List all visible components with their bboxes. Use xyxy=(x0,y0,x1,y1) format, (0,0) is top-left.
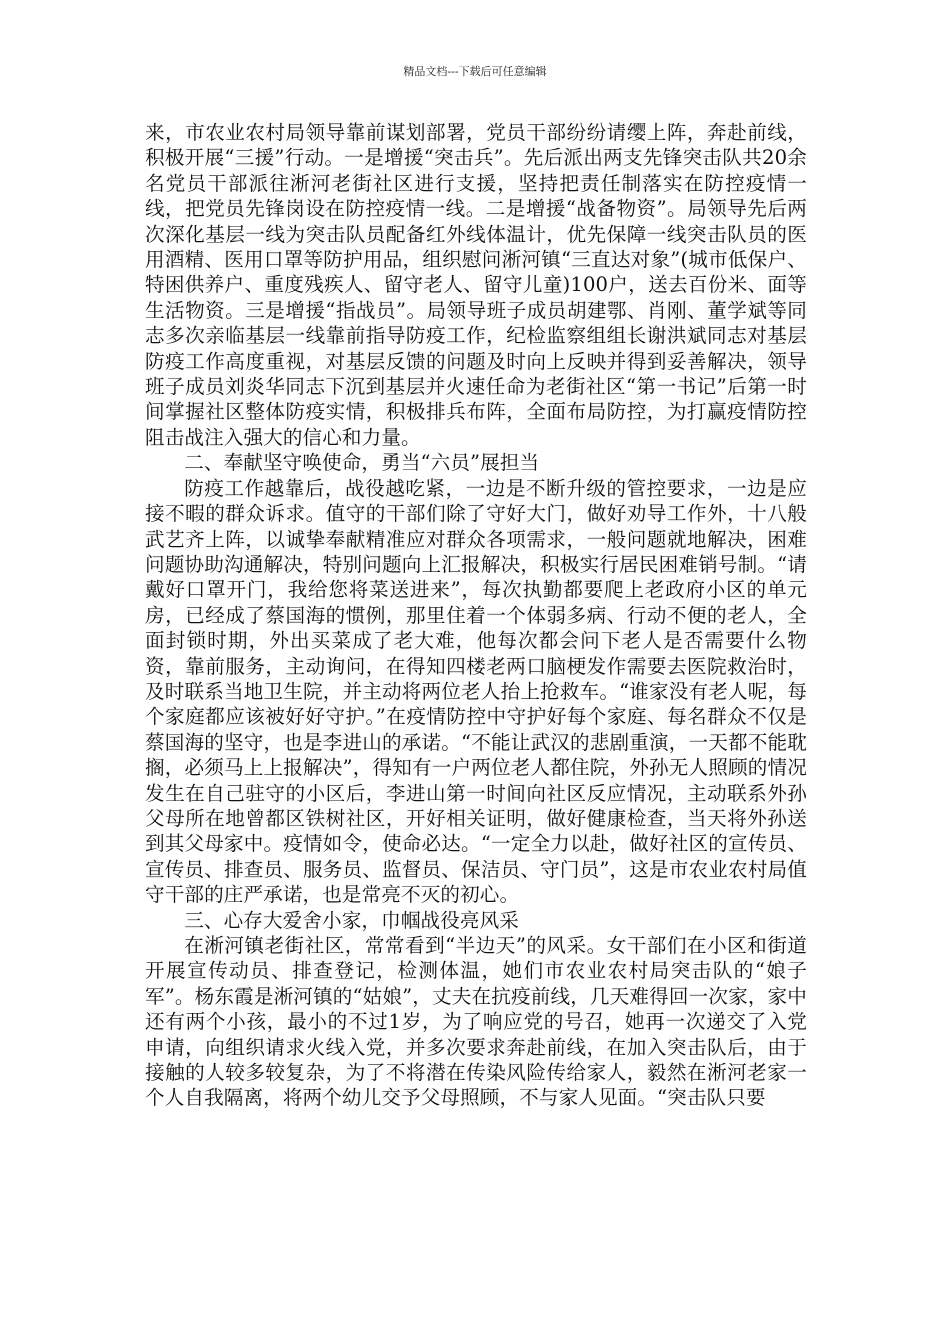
paragraph-section-2: 防疫工作越靠后，战役越吃紧，一边是不断升级的管控要求，一边是应接不暇的群众诉求。值守的干部们除了守好大门，做好劝导工作外，十八般武艺齐上阵，以诚挚奉献精准应对群众各项需求，一般问题就地解决，困难问题协助沟通解决，特别问题向上汇报解决，积极实行居民困难销号制。“请戴好口罩开门，我给您将菜送进来”，每次执勤都要爬上老政府小区的单元房，已经成了蔡国海的惯例，那里住着一个体弱多病、行动不便的老人，全面封锁时期，外出买菜成了老大难，他每次都会问下老人是否需要什么物资，靠前服务，主动询问，在得知四楼老两口脑梗发作需要去医院救治时，及时联系当地卫生院，并主动将两位老人抬上抢救车。“谁家没有老人呢，每个家庭都应该被好好守护。”在疫情防控中守护好每个家庭、每名群众不仅是蔡国海的坚守，也是李进山的承诺。“不能让武汉的悲剧重演，一天都不能耽搁，必须马上上报解决”，得知有一户两位老人都住院，外孙无人照顾的情况发生在自己驻守的小区后，李进山第一时间向社区反应情况，主动联系外孙父母所在地曾都区铁树社区，开好相关证明，做好健康检查，当天将外孙送到其父母家中。疫情如令，使命必达。“一定全力以赴，做好社区的宣传员、宣传员、排查员、服务员、监督员、保洁员、守门员”，这是市农业农村局值守干部的庄严承诺，也是常亮不灭的初心。 xyxy=(145,476,807,907)
section-heading-2: 二、奉献坚守唤使命，勇当“六员”展担当 xyxy=(184,451,540,475)
paragraph-intro: 来，市农业农村局领导靠前谋划部署，党员干部纷纷请缨上阵，奔赴前线，积极开展“三援”行动。一是增援“突击兵”。先后派出两支先锋突击队共20余名党员干部派往淅河老街社区进行支援，坚持把责任制落实在防控疫情一线，把党员先锋岗设在防控疫情一线。二是增援“战备物资”。局领导先后两次深化基层一线为突击队员配备红外线体温计，优先保障一线突击队员的医用酒精、医用口罩等防护用品，组织慰问淅河镇“三直达对象”(城市低保户、特困供养户、重度残疾人、留守老人、留守儿童)100户，送去百份米、面等生活物资。三是增援“指战员”。局领导班子成员胡建鄂、肖刚、董学斌等同志多次亲临基层一线靠前指导防疫工作，纪检监察组组长谢洪斌同志对基层防疫工作高度重视，对基层反馈的问题及时向上反映并得到妥善解决，领导班子成员刘炎华同志下沉到基层并火速任命为老街社区“第一书记”后第一时间掌握社区整体防疫实情，积极排兵布阵，全面布局防控，为打赢疫情防控阻击战注入强大的信心和力量。 xyxy=(145,121,807,449)
section-heading-3: 三、心存大爱舍小家，巾帼战役亮风采 xyxy=(184,908,519,932)
paragraph-section-3: 在淅河镇老街社区，常常看到“半边天”的风采。女干部们在小区和街道开展宣传动员、排查登记，检测体温，她们市农业农村局突击队的“娘子军”。杨东霞是淅河镇的“姑娘”，丈夫在抗疫前线，几天难得回一次家，家中还有两个小孩，最小的不过1岁，为了响应党的号召，她再一次递交了入党申请，向组织请求火线入党，并多次要求奔赴前线，在加入突击队后，由于接触的人较多较复杂，为了不将潜在传染风险传给家人，毅然在淅河老家一个人自我隔离，将两个幼儿交予父母照顾，不与家人见面。“突击队只要 xyxy=(145,934,807,1110)
document-body xyxy=(145,120,807,1111)
page-header: 精品文档---下载后可任意编辑 xyxy=(403,65,547,78)
